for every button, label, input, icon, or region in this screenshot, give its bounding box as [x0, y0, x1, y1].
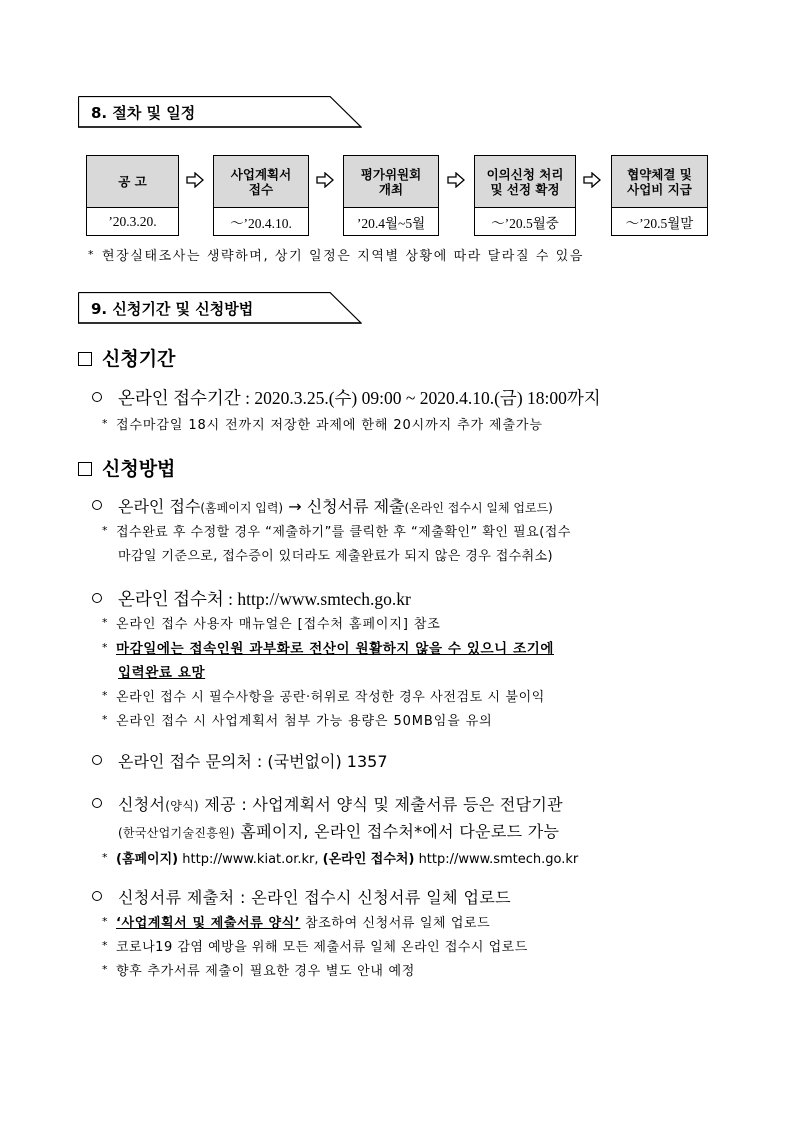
arrow-right-icon: [447, 172, 465, 188]
method-item-5: [92, 885, 511, 908]
flow-step-5: [611, 155, 708, 208]
method-item-4-line2: 홈페이지, 온라인 접수처*에서 다운로드 가능: [240, 822, 560, 841]
flow-step-label: [475, 156, 575, 207]
flow-step-label-text: 이의신청 처리 및 선정 확정: [486, 166, 564, 197]
method-item-4: [92, 792, 563, 815]
method-item-4-a: 신청서: [118, 795, 166, 814]
method-item-1-a: 온라인 접수: [118, 497, 201, 516]
method-item-4-note: [102, 848, 578, 867]
flow-step-date: ’20.3.20.: [86, 208, 179, 236]
note-marker: *: [102, 524, 108, 537]
flow-step-label: [344, 156, 438, 207]
method-item-4-org: (한국산업기술진흥원): [118, 826, 235, 840]
online-portal-url[interactable]: http://www.smtech.go.kr: [418, 852, 579, 867]
period-item: [92, 385, 601, 410]
method-item-1-note-line1: 접수완료 후 수정할 경우 “제출하기”를 클릭한 후 “제출확인” 확인 필요(접수: [116, 525, 571, 540]
flow-note-text: 현장실태조사는 생략하며, 상기 일정은 지역별 상황에 따라 달라질 수 있음: [102, 249, 585, 264]
method-item-2-note2-line2: 입력완료 요망: [118, 665, 206, 681]
flow-step-label: [612, 156, 707, 207]
method-item-4-b: (양식): [165, 799, 200, 813]
period-heading: [78, 344, 175, 371]
flow-step-label: 공 고: [87, 156, 178, 207]
method-item-1: [92, 494, 553, 517]
method-item-5-note2: [102, 936, 528, 955]
method-heading-text: 신청방법: [102, 458, 176, 480]
method-item-1-note-cont: [118, 545, 553, 564]
flow-step-4: [474, 155, 576, 208]
section-8-header: [78, 96, 362, 127]
period-heading-text: 신청기간: [102, 348, 176, 370]
square-bullet-icon: [78, 352, 92, 366]
note-marker: *: [102, 417, 109, 430]
note-marker: *: [102, 915, 109, 928]
method-item-5-text: 신청서류 제출처 : 온라인 접수시 신청서류 일체 업로드: [118, 888, 512, 907]
method-item-1-b: (홈페이지 입력): [200, 501, 284, 515]
method-item-1-note: [102, 521, 571, 540]
note-marker: *: [102, 616, 109, 629]
circle-bullet-icon: [92, 593, 102, 603]
note-marker: *: [102, 939, 108, 952]
arrow-right-icon: [186, 172, 204, 188]
method-item-5-note1: [102, 912, 490, 931]
method-item-2-note2-cont: [118, 661, 205, 681]
period-note: [102, 414, 543, 433]
method-item-4-c: 제공 : 사업계획서 양식 및 제출서류 등은 전담기관: [204, 795, 563, 814]
method-item-2-note2: [102, 637, 554, 657]
period-note-text: 접수마감일 18시 전까지 저장한 과제에 한해 20시까지 추가 제출가능: [116, 418, 543, 433]
note-marker: *: [102, 851, 108, 864]
method-item-2-note3: [102, 686, 545, 705]
method-item-2-note1: [102, 613, 441, 632]
flow-step-label-text: 협약체결 및 사업비 지급: [627, 166, 692, 197]
flow-step-label-text: 사업계획서 접수: [230, 166, 292, 197]
method-item-2-note4-text: 온라인 접수 시 사업계획서 첨부 가능 용량은 50MB임을 유의: [116, 714, 493, 729]
method-item-4-cont: [118, 819, 559, 842]
method-item-5-note2-text: 코로나19 감염 예방을 위해 모든 제출서류 일체 온라인 접수시 업로드: [116, 940, 528, 955]
homepage-url[interactable]: http://www.kiat.or.kr,: [182, 852, 319, 867]
method-item-1-note-line2: 마감일 기준으로, 접수증이 있더라도 제출완료가 되지 않은 경우 접수취소): [118, 549, 554, 564]
flow-step-3: [343, 155, 439, 208]
method-item-2-note4: [102, 710, 493, 729]
method-item-2: [92, 586, 411, 611]
circle-bullet-icon: [92, 891, 102, 901]
note-marker: *: [102, 713, 109, 726]
method-item-1-d: (온라인 접수시 일체 업로드): [404, 501, 553, 515]
arrow-right-icon: [316, 172, 334, 188]
circle-bullet-icon: [92, 392, 102, 402]
method-item-5-note3: [102, 960, 415, 979]
method-item-5-note3-text: 향후 추가서류 제출이 필요한 경우 별도 안내 예정: [116, 964, 415, 979]
section-9-header: [78, 292, 362, 323]
method-item-2-note2-line1: 마감일에는 접속인원 과부화로 전산이 원활하지 않을 수 있으니 조기에: [116, 641, 554, 657]
note-marker: *: [88, 248, 96, 261]
method-item-2-text: 온라인 접수처 : http://www.smtech.go.kr: [118, 589, 411, 609]
flow-step-label: [214, 156, 308, 207]
square-bullet-icon: [78, 462, 92, 476]
flow-note: [88, 245, 584, 264]
circle-bullet-icon: [92, 500, 102, 510]
homepage-label: (홈페이지): [116, 852, 179, 867]
flow-step-label-text: 평가위원회 개최: [360, 166, 422, 197]
circle-bullet-icon: [92, 798, 102, 808]
flow-step-date: ～’20.4.10.: [213, 208, 309, 236]
flow-step-date: ～’20.5월말: [611, 208, 708, 236]
method-item-3-text: 온라인 접수 문의처 : (국번없이) 1357: [118, 752, 388, 771]
note-marker: *: [102, 641, 109, 654]
method-item-5-note1-text: 참조하여 신청서류 일체 업로드: [305, 916, 491, 931]
flow-step-1: [86, 155, 179, 208]
note-marker: *: [102, 689, 109, 702]
flow-step-date: ’20.4월~5월: [343, 208, 439, 236]
method-item-2-note3-text: 온라인 접수 시 필수사항을 공란·허위로 작성한 경우 사전검토 시 불이익: [116, 690, 545, 705]
method-heading: [78, 454, 175, 481]
method-item-1-c: → 신청서류 제출: [288, 497, 405, 516]
note-marker: *: [102, 963, 109, 976]
circle-bullet-icon: [92, 755, 102, 765]
method-item-5-note1-bold: ‘사업계획서 및 제출서류 양식’: [116, 916, 301, 931]
section-8-title: 8. 절차 및 일정: [91, 104, 196, 122]
arrow-right-icon: [583, 172, 601, 188]
section-9-title: 9. 신청기간 및 신청방법: [91, 300, 254, 318]
method-item-3: [92, 749, 388, 772]
online-portal-label: (온라인 접수처): [322, 852, 415, 867]
flow-step-2: [213, 155, 309, 208]
flow-step-date: ～’20.5월중: [474, 208, 576, 236]
method-item-2-note1-text: 온라인 접수 사용자 매뉴얼은 [접수처 홈페이지] 참조: [116, 617, 441, 632]
period-item-text: 온라인 접수기간 : 2020.3.25.(수) 09:00 ~ 2020.4.10.(금) 18:00까지: [118, 388, 601, 408]
